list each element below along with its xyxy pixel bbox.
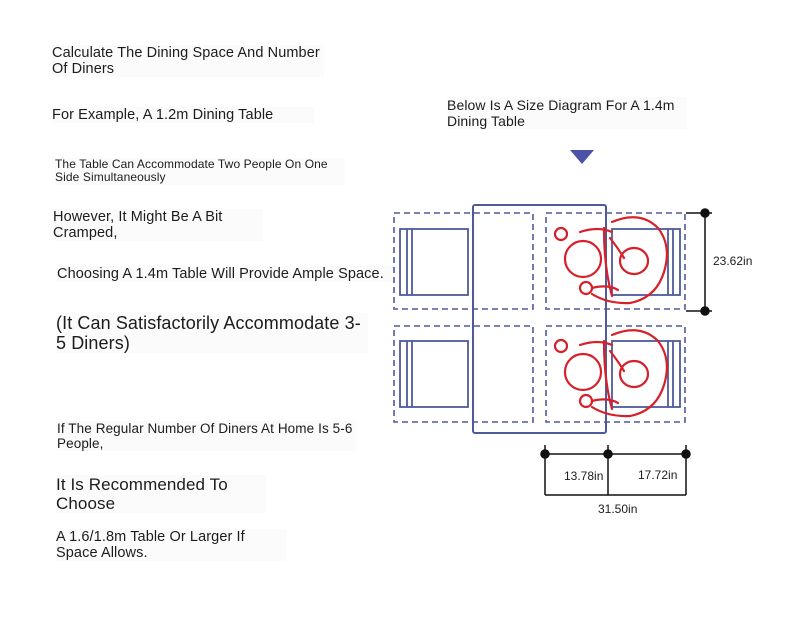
total-width-label: 31.50in	[598, 502, 638, 516]
down-arrow-icon	[570, 150, 594, 164]
chair-left-bottom	[400, 341, 468, 407]
height-dimension	[686, 209, 712, 315]
regular-number-text: If The Regular Number Of Diners At Home Is 5-6 People,	[57, 421, 355, 451]
ample-space-text: Choosing A 1.4m Table Will Provide Ample Space.	[57, 266, 397, 282]
cramped-text: However, It Might Be A Bit Cramped,	[53, 209, 263, 241]
right-width-label: 17.72in	[638, 468, 678, 482]
dining-table	[473, 205, 606, 433]
calc-title-text: Calculate The Dining Space And Number Of Diners	[52, 45, 324, 77]
chair-right-bottom	[612, 341, 680, 407]
diner-top	[555, 217, 667, 303]
chair-right-top	[612, 229, 680, 295]
left-width-label: 13.78in	[564, 469, 604, 483]
larger-table-text: A 1.6/1.8m Table Or Larger If Space Allows.	[56, 529, 286, 561]
example-text: For Example, A 1.2m Dining Table	[52, 107, 314, 123]
height-dimension-label: 23.62in	[713, 254, 753, 268]
recommended-text: It Is Recommended To Choose	[56, 475, 266, 513]
chair-left-top	[400, 229, 468, 295]
seat-zones	[394, 213, 685, 422]
two-people-text: The Table Can Accommodate Two People On One Side Simultaneously	[55, 158, 345, 185]
three-five-diners-text: (It Can Satisfactorily Accommodate 3-5 Diners)	[56, 313, 368, 353]
diner-bottom	[555, 330, 667, 416]
diagram-caption: Below Is A Size Diagram For A 1.4m Dining Table	[447, 97, 687, 129]
